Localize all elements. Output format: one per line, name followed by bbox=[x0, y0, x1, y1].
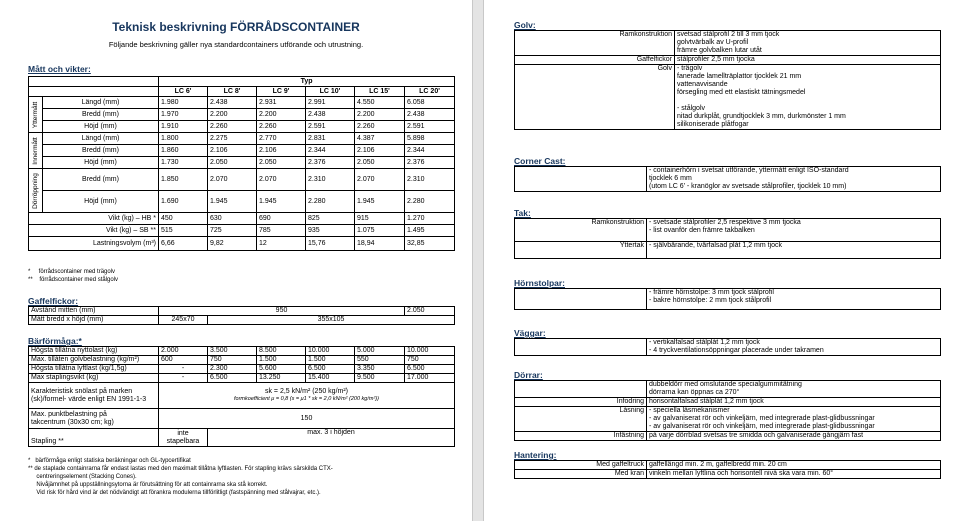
row-label: Gaffelfickor bbox=[515, 56, 675, 65]
typ-label: Typ bbox=[159, 77, 455, 87]
row-label: Längd (mm) bbox=[43, 97, 159, 109]
table-row: - främre hörnstolpe: 3 mm tjock stålprofil - bakre hörnstolpe: 2 mm tjock stålprofil bbox=[515, 289, 941, 310]
col-header: LC 8' bbox=[208, 87, 257, 97]
loadcapacity-heading: Bärförmåga:* bbox=[28, 336, 82, 346]
page-gutter bbox=[472, 0, 484, 521]
load-note: * bärförmåga enligt statiska beräkningar och GL-typcertifikat bbox=[28, 458, 191, 464]
row-label: Max. tillåten golvbelastning (kg/m²) bbox=[29, 356, 159, 365]
table-row: - vertikalfalsad stålplåt 1,2 mm tjock - 4 tryckventilationsöppningar placerade under takramen bbox=[515, 339, 941, 356]
floor-heading: Golv: bbox=[514, 20, 536, 30]
stacking-label: Stapling ** bbox=[29, 429, 159, 447]
group-label-door: Dörröppning bbox=[29, 169, 43, 213]
row-label: Högsta tillåtna lyftlast (kg/1,5g) bbox=[29, 365, 159, 374]
table-row bbox=[29, 383, 455, 409]
table-row: dubbeldörr med omslutande specialgummitätning dörrarna kan öppnas ca 270° bbox=[515, 381, 941, 398]
table-row: Avstånd mitten (mm) 950 2.050 bbox=[29, 307, 455, 316]
typ-row bbox=[29, 77, 455, 87]
table-row: Med gaffeltruck gaffellängd min. 2 m, gaffelbredd min. 20 cm bbox=[515, 461, 941, 470]
group-label-inner: Innermått bbox=[29, 133, 43, 169]
table-row: Bredd (mm) 1.970 2.200 2.200 2.438 2.200 2.438 bbox=[29, 109, 455, 121]
walls-heading: Väggar: bbox=[514, 328, 546, 338]
col-header: LC 15' bbox=[355, 87, 405, 97]
doors-table bbox=[514, 380, 941, 441]
load-note: Vid risk för hård vind är det nödvändigt att förankra modulerna tillförlitligt (fastspänning med stålvajrar, etc.). bbox=[28, 490, 321, 496]
row-label: Bredd (mm) bbox=[43, 109, 159, 121]
col-header: LC 9' bbox=[257, 87, 306, 97]
row-label: Golv bbox=[515, 65, 675, 130]
row-label: Max staplingsvikt (kg) bbox=[29, 374, 159, 383]
table-row: Vikt (kg) – HB * 450 630 690 825 915 1.270 bbox=[29, 213, 455, 225]
stacking-value: max. 3 i höjden bbox=[208, 429, 455, 447]
table-row: Med kran vinkeln mellan lyftlina och horisontell nivå ska vara min. 60° bbox=[515, 470, 941, 479]
snowload-value: sk = 2,5 kN/m² (250 kg/m²) formkoefficient μ = 0,8 (s = μ1 * sk = 2,0 kN/m² (200 kg/m²)) bbox=[159, 383, 455, 409]
table-row bbox=[29, 409, 455, 429]
row-label: Mått bredd x höjd (mm) bbox=[29, 316, 159, 325]
table-row bbox=[29, 429, 455, 447]
row-label: Yttertak bbox=[515, 242, 647, 259]
pointload-value: 150 bbox=[159, 409, 455, 429]
loadcapacity-table bbox=[28, 346, 455, 447]
forkpockets-table bbox=[28, 306, 455, 325]
table-row: Max staplingsvikt (kg) - 6.500 13.250 15.400 9.500 17.000 bbox=[29, 374, 455, 383]
table-row: Ramkonstruktion svetsad stålprofil 2 till 3 mm tjock golvtvärbalk av U-profil främre golvbalken lutar utåt bbox=[515, 31, 941, 56]
row-label: Ramkonstruktion bbox=[515, 219, 647, 242]
snowload-label: Karakteristisk snölast på marken (sk)/formel- värde enligt EN 1991-1-3 bbox=[29, 383, 159, 409]
table-row: Högsta tillåtna nyttolast (kg) 2.000 3.500 8.500 10.000 5.000 10.000 bbox=[29, 347, 455, 356]
roof-table bbox=[514, 218, 941, 259]
cornerposts-heading: Hörnstolpar: bbox=[514, 278, 565, 288]
row-label: Höjd (mm) bbox=[43, 157, 159, 169]
load-note: centreringselement (Stacking Cones). bbox=[28, 474, 137, 480]
row-label: Bredd (mm) bbox=[43, 169, 159, 191]
dimensions-heading: Mått och vikter: bbox=[28, 64, 91, 74]
table-row: Höjd (mm) 1.910 2.260 2.260 2.591 2.260 2.591 bbox=[29, 121, 455, 133]
cornercast-table bbox=[514, 166, 941, 192]
left-page bbox=[0, 0, 472, 521]
row-label: Höjd (mm) bbox=[43, 191, 159, 213]
load-note: ** de staplade containrarna får endast lastas med den maximalt tillåtna lyftlasten. För stapling krävs särskilda CTX- bbox=[28, 466, 333, 472]
table-row: Mått bredd x höjd (mm) 245x70 355x105 bbox=[29, 316, 455, 325]
row-label: Ramkonstruktion bbox=[515, 31, 675, 56]
dims-note: ** förrådscontainer med stålgolv bbox=[28, 277, 119, 283]
table-row: Lastningsvolym (m³) 6,66 9,82 12 15,76 18,94 32,85 bbox=[29, 237, 455, 251]
row-label: Avstånd mitten (mm) bbox=[29, 307, 159, 316]
forkpockets-heading: Gaffelfickor: bbox=[28, 296, 79, 306]
row-label: Längd (mm) bbox=[43, 133, 159, 145]
roof-heading: Tak: bbox=[514, 208, 531, 218]
floor-table bbox=[514, 30, 941, 130]
table-row: Vikt (kg) – SB ** 515 725 785 935 1.075 1.495 bbox=[29, 225, 455, 237]
doors-heading: Dörrar: bbox=[514, 370, 543, 380]
table-row: Bredd (mm) 1.860 2.106 2.106 2.344 2.106 2.344 bbox=[29, 145, 455, 157]
table-row: Yttermått Längd (mm) 1.980 2.438 2.931 2.991 4.550 6.058 bbox=[29, 97, 455, 109]
handling-heading: Hantering: bbox=[514, 450, 557, 460]
table-row: Yttertak - självbärande, tvärfalsad plåt 1,2 mm tjock bbox=[515, 242, 941, 259]
stacking-first: inte stapelbara bbox=[159, 429, 208, 447]
table-row: - containerhörn i svetsat utförande, yttermått enligt ISO-standard tjocklek 6 mm (utom LC 6' - kranöglor av svetsade stålprofiler, tjocklek 10 mm) bbox=[515, 167, 941, 192]
group-label-ytter: Yttermått bbox=[29, 97, 43, 133]
row-label: Infodring bbox=[515, 398, 647, 407]
table-row: Infodring horisontalfalsad stålplåt 1,2 mm tjock bbox=[515, 398, 941, 407]
row-label: Infästning bbox=[515, 432, 647, 441]
row-label: Med gaffeltruck bbox=[515, 461, 647, 470]
table-row: Infästning på varje dörrblad svetsas tre smidda och galvaniserade gångjärn fast bbox=[515, 432, 941, 441]
pointload-label: Max. punktbelastning på takcentrum (30x30 cm; kg) bbox=[29, 409, 159, 429]
table-row: Max. tillåten golvbelastning (kg/m²) 600 750 1.500 1.500 550 750 bbox=[29, 356, 455, 365]
right-page bbox=[484, 0, 960, 521]
column-header-row bbox=[29, 87, 455, 97]
row-label: Högsta tillåtna nyttolast (kg) bbox=[29, 347, 159, 356]
col-header: LC 10' bbox=[306, 87, 355, 97]
table-row: Dörröppning Bredd (mm) 1.850 2.070 2.070 2.310 2.070 2.310 bbox=[29, 169, 455, 191]
table-row: Höjd (mm) 1.690 1.945 1.945 2.280 1.945 2.280 bbox=[29, 191, 455, 213]
cornercast-heading: Corner Cast: bbox=[514, 156, 566, 166]
table-row: Låsning - speciella låsmekanismer - av galvaniserat rör och vinkeljärn, med integrerade plast-glidbussningar - av galvaniserat rör och vinkeljärn, med integrerade plast-glidbussningar bbox=[515, 407, 941, 432]
row-label: Låsning bbox=[515, 407, 647, 432]
row-label: Vikt (kg) – SB ** bbox=[29, 225, 159, 237]
cornerposts-table bbox=[514, 288, 941, 310]
table-row: Golv - trägolv fanerade lamellträplattor tjocklek 21 mm vattenavvisande försegling med ett elastiskt tätningsmedel - stålgolv nitad durkplåt, grundtjocklek 3 mm, durkmönster 1 mm silikoniserade plåtfogar bbox=[515, 65, 941, 130]
table-row: Gaffelfickor stålprofiler 2,5 mm tjocka bbox=[515, 56, 941, 65]
handling-table bbox=[514, 460, 941, 479]
dims-note: * förrådscontainer med trägolv bbox=[28, 269, 116, 275]
load-note: Nivåjämnhet på uppställningsytorna är förutsättning för att containrarna ska stå korrekt. bbox=[28, 482, 268, 488]
row-label: Höjd (mm) bbox=[43, 121, 159, 133]
row-label: Med kran bbox=[515, 470, 647, 479]
row-label: Vikt (kg) – HB * bbox=[29, 213, 159, 225]
row-label: Bredd (mm) bbox=[43, 145, 159, 157]
document-subtitle: Följande beskrivning gäller nya standardcontainers utförande och utrustning. bbox=[108, 40, 364, 49]
row-label: Lastningsvolym (m³) bbox=[29, 237, 159, 251]
table-row: Högsta tillåtna lyftlast (kg/1,5g) - 2.300 5.600 6.500 3.350 6.500 bbox=[29, 365, 455, 374]
col-header: LC 20' bbox=[405, 87, 455, 97]
document-title: Teknisk beskrivning FÖRRÅDSCONTAINER bbox=[112, 20, 360, 34]
col-header: LC 6' bbox=[159, 87, 208, 97]
dimensions-table bbox=[28, 76, 455, 251]
table-row: Höjd (mm) 1.730 2.050 2.050 2.376 2.050 2.376 bbox=[29, 157, 455, 169]
table-row: Innermått Längd (mm) 1.800 2.275 2.770 2.831 4.387 5.898 bbox=[29, 133, 455, 145]
table-row: Ramkonstruktion - svetsade stålprofiler 2,5 respektive 3 mm tjocka - list ovanför den främre takbalken bbox=[515, 219, 941, 242]
walls-table bbox=[514, 338, 941, 356]
